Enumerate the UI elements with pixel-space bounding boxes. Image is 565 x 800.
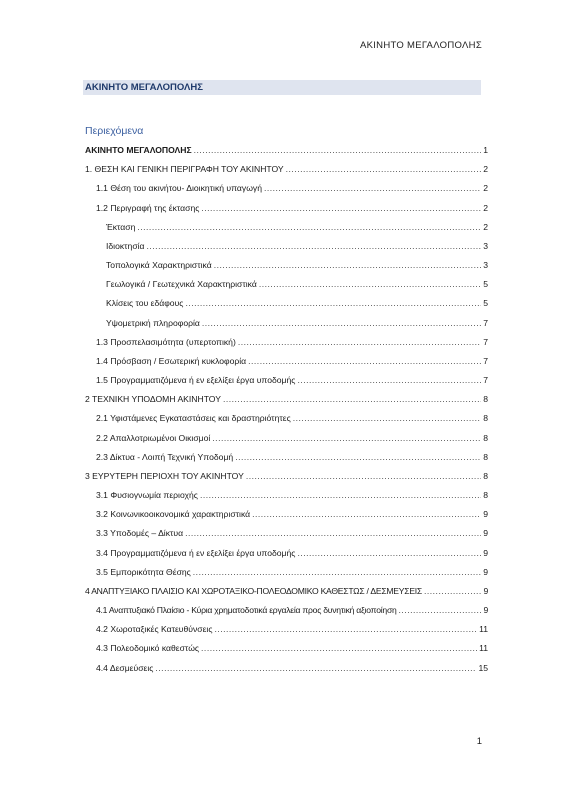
- toc-entry-page: 15: [478, 662, 488, 673]
- toc-leader-dots: [185, 294, 481, 313]
- toc-leader-dots: [223, 390, 481, 409]
- toc-leader-dots: [137, 218, 481, 237]
- toc-entry-label: Έκταση: [106, 221, 136, 232]
- toc-entry-label: 3 ΕΥΡΥΤΕΡΗ ΠΕΡΙΟΧΗ ΤΟΥ ΑΚΙΝΗΤΟΥ: [85, 470, 244, 481]
- toc-entry-page: 1: [483, 145, 488, 155]
- toc-entry[interactable]: [85, 582, 489, 601]
- toc-entry-page: 2: [483, 202, 488, 213]
- toc-entry[interactable]: [85, 409, 489, 428]
- toc-entry-page: 8: [483, 470, 488, 481]
- toc-entry[interactable]: [85, 179, 489, 198]
- toc-entry[interactable]: [85, 659, 489, 678]
- toc-leader-dots: [297, 544, 481, 563]
- toc-entry[interactable]: [85, 639, 489, 658]
- toc-entry[interactable]: [85, 486, 489, 505]
- toc-entry-label: 4 ΑΝΑΠΤΥΞΙΑΚΟ ΠΛΑΙΣΙΟ ΚΑΙ ΧΩΡΟΤΑΞΙΚΟ-ΠΟΛΕΟΔΟΜΙΚΟ ΚΑΘΕΣΤΩΣ / ΔΕΣΜΕΥΣΕΙΣ: [85, 585, 422, 596]
- toc-entry[interactable]: [85, 352, 489, 371]
- toc-entry-label: ΑΚΙΝΗΤΟ ΜΕΓΑΛΟΠΟΛΗΣ: [85, 145, 192, 155]
- toc-leader-dots: [238, 333, 481, 352]
- toc-entry-label: 3.5 Εμπορικότητα Θέσης: [96, 566, 191, 577]
- toc-entry-page: 9: [483, 509, 488, 520]
- toc-entry[interactable]: [85, 390, 489, 409]
- toc-entry-page: 5: [483, 279, 488, 290]
- toc-leader-dots: [248, 352, 481, 371]
- toc-entry-page: 9: [483, 566, 488, 577]
- toc-entry-label: 4.4 Δεσμεύσεις: [96, 662, 154, 673]
- toc-entry-page: 3: [483, 240, 488, 251]
- toc-leader-dots: [252, 505, 481, 524]
- toc-leader-dots: [286, 160, 482, 179]
- toc-heading: Περιεχόμενα: [85, 125, 144, 137]
- toc-entry-label: Υψομετρική πληροφορία: [106, 317, 200, 328]
- toc-entry-label: 2 ΤΕΧΝΙΚΗ ΥΠΟΔΟΜΗ ΑΚΙΝΗΤΟΥ: [85, 394, 221, 405]
- toc-entry-label: 4.1 Αναπτυξιακό Πλαίσιο - Κύρια χρηματοδοτικά εργαλεία προς δυνητική αξιοποίηση: [96, 605, 397, 616]
- document-title-bar: ΑΚΙΝΗΤΟ ΜΕΓΑΛΟΠΟΛΗΣ: [83, 80, 481, 95]
- toc-entry-page: 7: [483, 317, 488, 328]
- toc-entry[interactable]: [85, 467, 489, 486]
- toc-entry[interactable]: [85, 199, 489, 218]
- toc-entry-label: Τοπολογικά Χαρακτηριστικά: [106, 260, 212, 271]
- toc-entry-page: 9: [483, 605, 488, 616]
- toc-entry[interactable]: [85, 160, 489, 179]
- toc-leader-dots: [212, 429, 481, 448]
- toc-entry-page: 9: [483, 528, 488, 539]
- toc-entry-page: 8: [483, 394, 488, 405]
- toc-leader-dots: [246, 467, 481, 486]
- toc-entry-label: 1.1 Θέση του ακινήτου- Διοικητική υπαγωγή: [96, 183, 262, 194]
- toc-entry-page: 5: [483, 298, 488, 309]
- toc-entry-label: 4.2 Χωροταξικές Κατευθύνσεις: [96, 624, 213, 635]
- toc-leader-dots: [202, 314, 481, 333]
- table-of-contents: [85, 141, 489, 678]
- toc-entry-label: Κλίσεις του εδάφους: [106, 298, 184, 309]
- toc-entry-page: 9: [483, 585, 488, 596]
- toc-entry[interactable]: [85, 333, 489, 352]
- toc-entry-label: Ιδιοκτησία: [106, 240, 145, 251]
- toc-leader-dots: [147, 237, 482, 256]
- toc-entry[interactable]: [85, 448, 489, 467]
- toc-entry[interactable]: [85, 141, 489, 160]
- toc-leader-dots: [293, 409, 482, 428]
- toc-entry-label: 3.1 Φυσιογνωμία περιοχής: [96, 490, 198, 501]
- toc-entry-label: 2.3 Δίκτυα - Λοιπή Τεχνική Υποδομή: [96, 451, 234, 462]
- toc-leader-dots: [235, 448, 481, 467]
- toc-leader-dots: [399, 601, 482, 620]
- toc-leader-dots: [214, 620, 477, 639]
- toc-entry[interactable]: [85, 429, 489, 448]
- toc-entry-page: 7: [483, 375, 488, 386]
- toc-entry[interactable]: [85, 601, 489, 620]
- toc-leader-dots: [201, 199, 481, 218]
- toc-entry-page: 8: [483, 490, 488, 501]
- toc-entry-page: 7: [483, 336, 488, 347]
- toc-entry-page: 2: [483, 183, 488, 194]
- toc-entry[interactable]: [85, 524, 489, 543]
- page-number: 1: [476, 736, 482, 747]
- toc-entry[interactable]: [85, 275, 489, 294]
- toc-leader-dots: [200, 486, 481, 505]
- toc-leader-dots: [201, 639, 477, 658]
- toc-entry-label: 2.2 Απαλλοτριωμένοι Οικισμοί: [96, 432, 211, 443]
- toc-entry[interactable]: [85, 314, 489, 333]
- toc-leader-dots: [155, 659, 476, 678]
- toc-entry-label: 1.2 Περιγραφή της έκτασης: [96, 202, 200, 213]
- toc-entry-label: 4.3 Πολεοδομικό καθεστώς: [96, 643, 200, 654]
- toc-entry-page: 11: [479, 624, 488, 635]
- toc-entry-page: 8: [483, 432, 488, 443]
- toc-entry-page: 11: [479, 643, 488, 654]
- toc-entry-label: 1.3 Προσπελασιμότητα (υπερτοπική): [96, 336, 236, 347]
- toc-entry-label: 2.1 Υφιστάμενες Εγκαταστάσεις και δραστηριότητες: [96, 413, 291, 424]
- toc-entry-label: 1.5 Προγραμματιζόμενα ή εν εξελίξει έργα υποδομής: [96, 375, 296, 386]
- toc-entry-label: 3.2 Κοινωνικοοικονομικά χαρακτηριστικά: [96, 509, 251, 520]
- toc-entry[interactable]: [85, 294, 489, 313]
- toc-entry[interactable]: [85, 620, 489, 639]
- toc-entry-label: 1. ΘΕΣΗ ΚΑΙ ΓΕΝΙΚΗ ΠΕΡΙΓΡΑΦΗ ΤΟΥ ΑΚΙΝΗΤΟΥ: [85, 164, 284, 175]
- running-header: ΑΚΙΝΗΤΟ ΜΕΓΑΛΟΠΟΛΗΣ: [359, 40, 482, 51]
- toc-entry-label: 1.4 Πρόσβαση / Εσωτερική κυκλοφορία: [96, 355, 247, 366]
- toc-leader-dots: [214, 256, 482, 275]
- toc-entry-page: 9: [483, 547, 488, 558]
- toc-entry-page: 3: [483, 260, 488, 271]
- toc-leader-dots: [264, 179, 481, 198]
- toc-leader-dots: [259, 275, 481, 294]
- toc-entry[interactable]: [85, 563, 489, 582]
- toc-entry-label: Γεωλογικά / Γεωτεχνικά Χαρακτηριστικά: [106, 279, 257, 290]
- toc-entry-page: 7: [483, 355, 488, 366]
- toc-leader-dots: [194, 141, 482, 160]
- toc-leader-dots: [297, 371, 481, 390]
- toc-entry-page: 2: [483, 164, 488, 175]
- toc-entry-page: 8: [483, 451, 488, 462]
- toc-leader-dots: [185, 524, 481, 543]
- toc-entry[interactable]: [85, 237, 489, 256]
- toc-entry-label: 3.3 Υποδομές – Δίκτυα: [96, 528, 184, 539]
- toc-entry[interactable]: [85, 371, 489, 390]
- toc-leader-dots: [424, 582, 481, 601]
- toc-entry[interactable]: [85, 544, 489, 563]
- toc-entry[interactable]: [85, 218, 489, 237]
- toc-leader-dots: [193, 563, 481, 582]
- toc-entry-page: 2: [483, 221, 488, 232]
- toc-entry-page: 8: [483, 413, 488, 424]
- toc-entry[interactable]: [85, 256, 489, 275]
- toc-entry-label: 3.4 Προγραμματιζόμενα ή εν εξελίξει έργα υποδομής: [96, 547, 296, 558]
- toc-entry[interactable]: [85, 505, 489, 524]
